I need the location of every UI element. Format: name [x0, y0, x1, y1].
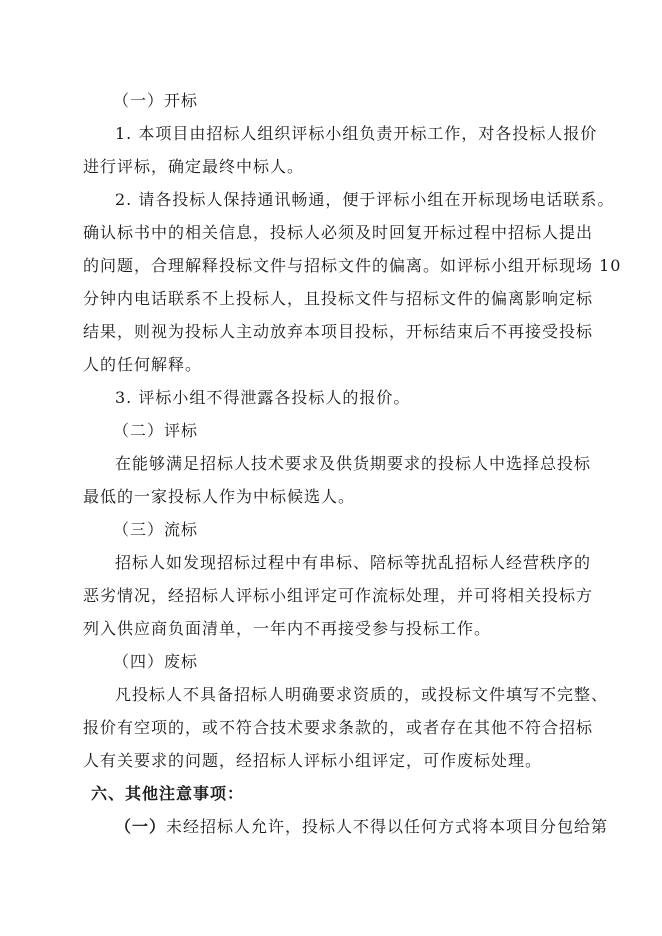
- text-line: 1. 本项目由招标人组织评标小组负责开标工作，对各投标人报价: [115, 124, 598, 143]
- text-line: 分钟内电话联系不上投标人，且投标文件与招标文件的偏离影响定标: [83, 289, 594, 308]
- text-line: 确认标书中的相关信息，投标人必须及时回复开标过程中招标人提出: [83, 223, 594, 242]
- text-line: 进行评标，确定最终中标人。: [83, 157, 305, 176]
- subsection-heading: [83, 414, 585, 447]
- subsection-heading: [83, 645, 585, 678]
- text-line: 人有关要求的问题，经招标人评标小组评定，可作废标处理。: [83, 751, 543, 770]
- text-line: （三）流标: [113, 520, 199, 539]
- text-line: 在能够满足招标人技术要求及供货期要求的投标人中选择总投标: [115, 454, 592, 473]
- text-line: 2. 请各投标人保持通讯畅通，便于评标小组在开标现场电话联系。: [115, 190, 615, 209]
- text-line: 报价有空项的，或不符合技术要求条款的，或者存在其他不符合招标: [83, 718, 594, 737]
- text-line: 结果，则视为投标人主动放弃本项目投标，开标结束后不再接受投标: [83, 322, 594, 341]
- paragraph: [83, 678, 609, 777]
- text-line: 3. 评标小组不得泄露各投标人的报价。: [115, 388, 411, 407]
- text-line: （二）评标: [113, 421, 199, 440]
- text-line: 人的任何解释。: [83, 355, 203, 374]
- section-heading: [83, 777, 585, 810]
- item-number: （一）: [115, 817, 167, 836]
- item-text: 未经招标人允许，投标人不得以任何方式将本项目分包给第: [166, 817, 609, 836]
- text-line: [83, 810, 609, 843]
- paragraph: [83, 546, 594, 645]
- paragraph: [83, 381, 585, 414]
- paragraph: [83, 117, 598, 183]
- text-line: （一）开标: [113, 91, 199, 110]
- text-line: 招标人如发现招标过程中有串标、陪标等扰乱招标人经营秩序的: [115, 553, 592, 572]
- paragraph: [83, 183, 622, 381]
- document-body: [83, 84, 622, 843]
- text-line: 列入供应商负面清单，一年内不再接受参与投标工作。: [83, 619, 492, 638]
- text-line: （四）废标: [113, 652, 199, 671]
- paragraph: [83, 447, 592, 513]
- text-line: 恶劣情况，经招标人评标小组评定可作流标处理，并可将相关投标方: [83, 586, 594, 605]
- subsection-heading: [83, 513, 585, 546]
- text-line: 六、其他注意事项：: [91, 784, 245, 803]
- subsection-heading: [83, 84, 585, 117]
- paragraph: [83, 810, 609, 843]
- text-line: 的问题，合理解释投标文件与招标文件的偏离。如评标小组开标现场 10: [83, 256, 622, 275]
- text-line: 最低的一家投标人作为中标候选人。: [83, 487, 356, 506]
- text-line: 凡投标人不具备招标人明确要求资质的，或投标文件填写不完整、: [115, 685, 609, 704]
